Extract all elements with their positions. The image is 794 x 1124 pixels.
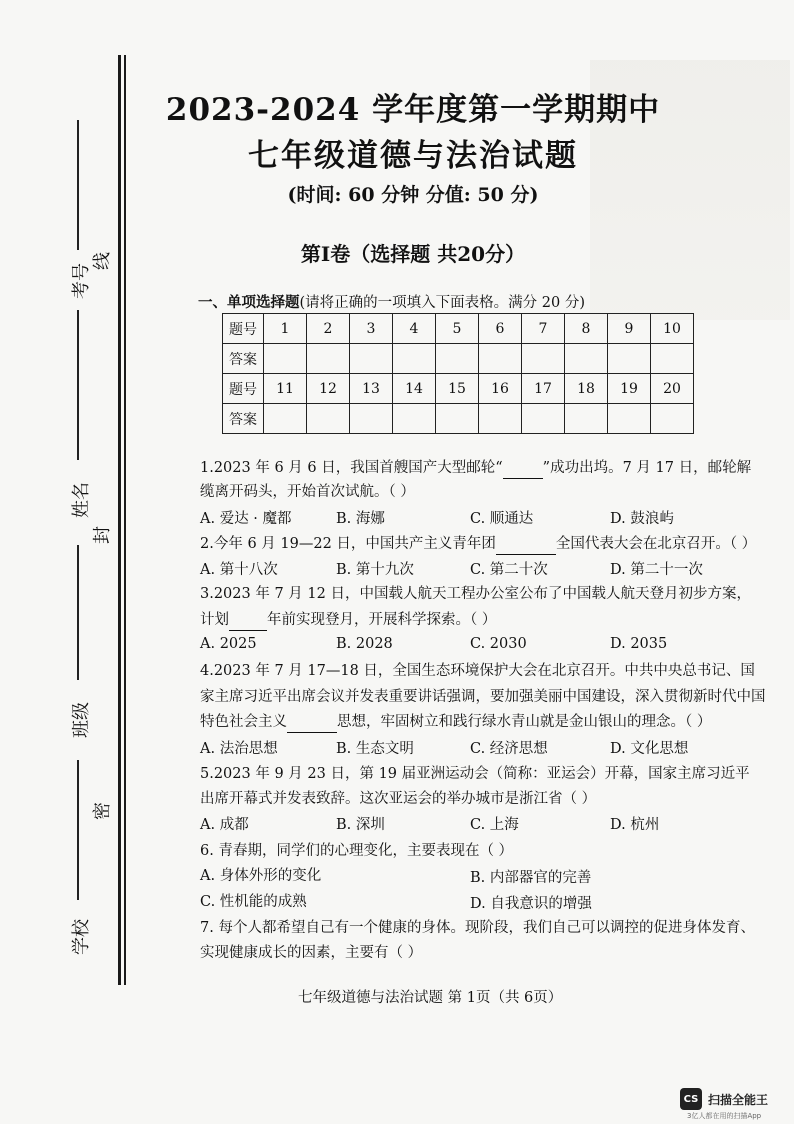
question-number: 17 <box>522 374 565 404</box>
scanner-logo-icon: CS <box>680 1088 702 1110</box>
option-b: B. 生态文明 <box>336 741 414 757</box>
answer-cell[interactable] <box>393 404 436 434</box>
answer-cell[interactable] <box>651 404 694 434</box>
option-d: D. 杭州 <box>610 817 660 833</box>
question-text: 家主席习近平出席会议并发表重要讲话强调，要加强美丽中国建设，深入贯彻新时代中国 <box>200 689 766 705</box>
question-text: 2.今年 6 月 19—22 日，中国共产主义青年团 <box>200 536 496 552</box>
answer-cell[interactable] <box>264 404 307 434</box>
fill-blank[interactable] <box>496 554 556 555</box>
option-b: B. 2028 <box>336 636 393 652</box>
page-footer: 七年级道德与法治试题 第 1页（共 6页） <box>298 990 563 1006</box>
class-underline <box>77 545 79 680</box>
volume-heading: 第Ⅰ卷（选择题 共20分） <box>300 242 526 266</box>
side-label-exam-no: 考号 <box>71 263 92 299</box>
answer-cell[interactable] <box>651 344 694 374</box>
section-heading <box>198 291 585 312</box>
question-5: 5.2023 年 9 月 23 日，第 19 届亚洲运动会（简称：亚运会）开幕，国家主席习近平 <box>200 766 750 782</box>
answer-cell[interactable] <box>393 344 436 374</box>
scanner-watermark <box>680 1088 768 1110</box>
question-number: 5 <box>436 314 479 344</box>
option-c: C. 性机能的成熟 <box>200 894 307 910</box>
exam-time-score: (时间: 60 分钟 分值: 50 分) <box>287 184 539 206</box>
answer-cell[interactable] <box>436 344 479 374</box>
row-label: 答案 <box>223 404 264 434</box>
question-text: 思想，牢固树立和践行绿水青山就是金山银山的理念。（ ） <box>337 714 712 730</box>
question-number: 15 <box>436 374 479 404</box>
question-6: 6. 青春期，同学们的心理变化，主要表现在（ ） <box>200 843 514 859</box>
answer-cell[interactable] <box>436 404 479 434</box>
question-number: 12 <box>307 374 350 404</box>
answer-cell[interactable] <box>522 404 565 434</box>
question-number: 8 <box>565 314 608 344</box>
option-a: A. 身体外形的变化 <box>200 868 322 884</box>
answer-cell[interactable] <box>350 344 393 374</box>
question-text: 年前实现登月，开展科学探索。（ ） <box>267 612 497 628</box>
question-number: 13 <box>350 374 393 404</box>
exam-title-year: 2023-2024 学年度第一学期期中 <box>165 92 661 128</box>
question-number: 18 <box>565 374 608 404</box>
row-label: 题号 <box>223 314 264 344</box>
question-number: 10 <box>651 314 694 344</box>
table-row <box>223 344 694 374</box>
side-label-name: 姓名 <box>71 482 92 518</box>
option-c: C. 经济思想 <box>470 741 548 757</box>
section-instruction: (请将正确的一项填入下面表格。满分 20 分) <box>299 295 585 311</box>
option-d: D. 2035 <box>610 636 668 652</box>
option-c: C. 2030 <box>470 636 527 652</box>
scanner-slogan: 3亿人都在用的扫描App <box>687 1112 762 1120</box>
option-a: A. 法治思想 <box>200 741 278 757</box>
question-4: 4.2023 年 7 月 17—18 日，全国生态环境保护大会在北京召开。中共中央总书记、国 <box>200 663 755 679</box>
answer-cell[interactable] <box>479 404 522 434</box>
option-a: A. 成都 <box>200 817 249 833</box>
exam-title-subject: 七年级道德与法治试题 <box>248 138 578 174</box>
question-text: 缆离开码头，开始首次试航。（ ） <box>200 484 415 500</box>
option-c: C. 顺通达 <box>470 511 534 527</box>
section-label: 一、单项选择题 <box>198 294 300 311</box>
question-number: 3 <box>350 314 393 344</box>
name-underline <box>77 310 79 460</box>
exam-no-underline <box>77 120 79 250</box>
option-c: C. 第二十次 <box>470 562 548 578</box>
option-d: D. 文化思想 <box>610 741 689 757</box>
answer-cell[interactable] <box>608 404 651 434</box>
question-number: 19 <box>608 374 651 404</box>
answer-cell[interactable] <box>522 344 565 374</box>
question-text: 1.2023 年 6 月 6 日，我国首艘国产大型邮轮“ <box>200 460 503 476</box>
question-number: 14 <box>393 374 436 404</box>
question-3-cont <box>200 609 496 631</box>
answer-cell[interactable] <box>565 404 608 434</box>
option-d: D. 鼓浪屿 <box>610 511 674 527</box>
question-3: 3.2023 年 7 月 12 日，中国载人航天工程办公室公布了中国载人航天登月初步方案， <box>200 586 751 602</box>
option-d: D. 自我意识的增强 <box>470 896 592 912</box>
question-text: 计划 <box>200 612 229 628</box>
question-number: 9 <box>608 314 651 344</box>
option-a: A. 爱达 · 魔都 <box>200 511 292 527</box>
question-text: 全国代表大会在北京召开。（ ） <box>555 536 757 552</box>
row-label: 题号 <box>223 374 264 404</box>
option-b: B. 内部器官的完善 <box>470 870 592 886</box>
question-number: 20 <box>651 374 694 404</box>
option-a: A. 2025 <box>200 636 257 652</box>
option-b: B. 海娜 <box>336 511 385 527</box>
table-row <box>223 314 694 344</box>
answer-cell[interactable] <box>565 344 608 374</box>
question-number: 7 <box>522 314 565 344</box>
answer-cell[interactable] <box>350 404 393 434</box>
side-label-school: 学校 <box>71 919 92 955</box>
question-1 <box>200 457 751 479</box>
question-7: 7. 每个人都希望自己有一个健康的身体。现阶段，我们自己可以调控的促进身体发育、 <box>200 920 755 936</box>
fill-blank[interactable] <box>503 478 543 479</box>
answer-cell[interactable] <box>307 344 350 374</box>
question-number: 6 <box>479 314 522 344</box>
scanner-name: 扫描全能王 <box>708 1092 769 1107</box>
answer-cell[interactable] <box>264 344 307 374</box>
side-label-class: 班级 <box>71 702 92 738</box>
option-b: B. 深圳 <box>336 817 385 833</box>
side-label-secret: 密 <box>92 802 113 820</box>
question-text: 特色社会主义 <box>200 714 287 730</box>
option-a: A. 第十八次 <box>200 562 278 578</box>
question-2 <box>200 533 756 555</box>
answer-table <box>222 313 694 434</box>
school-underline <box>77 760 79 900</box>
question-4-cont <box>200 711 711 733</box>
option-c: C. 上海 <box>470 817 519 833</box>
fill-blank[interactable] <box>287 732 337 733</box>
table-row <box>223 404 694 434</box>
fill-blank[interactable] <box>229 630 267 631</box>
side-label-seal: 封 <box>92 526 113 544</box>
question-number: 4 <box>393 314 436 344</box>
question-text: 实现健康成长的因素，主要有（ ） <box>200 945 423 961</box>
side-label-line: 线 <box>92 252 113 270</box>
question-text: ”成功出坞。7 月 17 日，邮轮解 <box>542 460 752 476</box>
answer-cell[interactable] <box>307 404 350 434</box>
row-label: 答案 <box>223 344 264 374</box>
answer-cell[interactable] <box>479 344 522 374</box>
question-number: 1 <box>264 314 307 344</box>
answer-cell[interactable] <box>608 344 651 374</box>
question-number: 11 <box>264 374 307 404</box>
question-number: 2 <box>307 314 350 344</box>
question-number: 16 <box>479 374 522 404</box>
option-d: D. 第二十一次 <box>610 562 703 578</box>
option-b: B. 第十九次 <box>336 562 414 578</box>
question-text: 出席开幕式并发表致辞。这次亚运会的举办城市是浙江省（ ） <box>200 791 597 807</box>
table-row <box>223 374 694 404</box>
